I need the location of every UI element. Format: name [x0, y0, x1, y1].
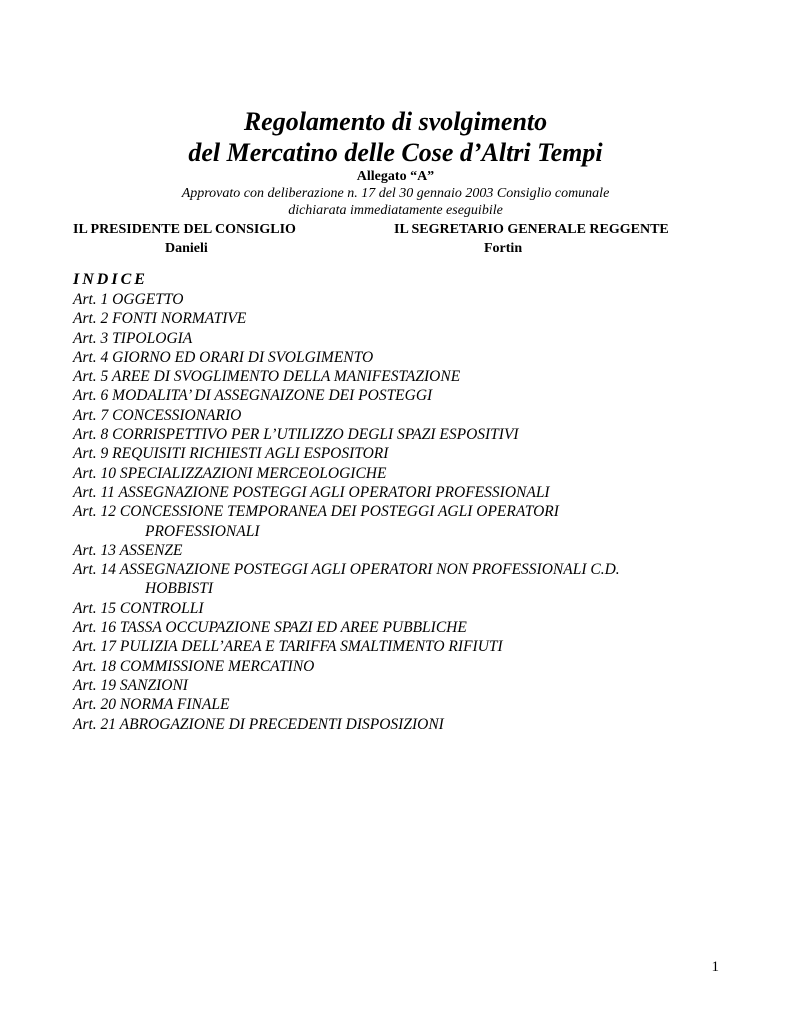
approval-note-line1: Approvato con deliberazione n. 17 del 30 gennaio 2003 Consiglio comunale: [181, 186, 610, 201]
index-item-continuation: PROFESSIONALI: [145, 522, 260, 540]
approval-note-line2: dichiarata immediatamente eseguibile: [288, 203, 503, 218]
index-item-text: Art. 15 CONTROLLI: [73, 599, 204, 617]
index-item-text: Art. 10 SPECIALIZZAZIONI MERCEOLOGICHE: [73, 464, 387, 482]
segretario-title: IL SEGRETARIO GENERALE REGGENTE: [394, 222, 669, 237]
index-item-text: Art. 4 GIORNO ED ORARI DI SVOLGIMENTO: [73, 348, 374, 366]
index-item-text: Art. 1 OGGETTO: [73, 291, 184, 308]
index-item-text: Art. 18 COMMISSIONE MERCATINO: [73, 657, 315, 675]
allegato-label: Allegato “A”: [356, 169, 435, 184]
index-item-text: Art. 3 TIPOLOGIA: [73, 329, 193, 347]
presidente-title: IL PRESIDENTE DEL CONSIGLIO: [73, 222, 296, 237]
index-item: [73, 560, 733, 599]
index-item-text: Art. 21 ABROGAZIONE DI PRECEDENTI DISPOSIZIONI: [73, 715, 444, 733]
index-item: [73, 444, 733, 463]
index-item-text: Art. 6 MODALITA’ DI ASSEGNAIZONE DEI POSTEGGI: [73, 387, 433, 405]
index-item: [73, 464, 733, 483]
index-item: [73, 309, 733, 328]
document-title-line1: Regolamento di svolgimento: [243, 107, 548, 136]
index-item-text: Art. 9 REQUISITI RICHIESTI AGLI ESPOSITORI: [73, 445, 389, 463]
index-item-continuation: HOBBISTI: [145, 580, 214, 598]
index-item: [73, 599, 733, 618]
index-item: [73, 425, 733, 444]
index-item: [73, 715, 733, 734]
index-item: [73, 386, 733, 405]
index-item-text: Art. 8 CORRISPETTIVO PER L’UTILIZZO DEGLI SPAZI ESPOSITIVI: [73, 426, 519, 444]
index-item: [73, 483, 733, 502]
index-item-text: Art. 2 FONTI NORMATIVE: [73, 310, 247, 328]
page-number: 1: [711, 959, 719, 975]
index-item: [73, 406, 733, 425]
index-item-text: Art. 19 SANZIONI: [73, 676, 188, 694]
index-item: [73, 657, 733, 676]
index-item: [73, 541, 733, 560]
index-list: [73, 290, 733, 734]
index-item: [73, 618, 733, 637]
index-item: [73, 502, 733, 541]
index-item: [73, 329, 733, 348]
presidente-name: Danieli: [165, 241, 208, 256]
index-item: [73, 367, 733, 386]
index-item: [73, 695, 733, 714]
index-item-text: Art. 7 CONCESSIONARIO: [73, 406, 242, 424]
index-item-text: Art. 17 PULIZIA DELL’AREA E TARIFFA SMALTIMENTO RIFIUTI: [73, 638, 503, 656]
index-item-text: Art. 20 NORMA FINALE: [73, 696, 230, 714]
segretario-name: Fortin: [484, 241, 523, 256]
index-item-text: Art. 12 CONCESSIONE TEMPORANEA DEI POSTEGGI AGLI OPERATORI: [73, 503, 559, 521]
document-title-line2: del Mercatino delle Cose d’Altri Tempi: [188, 138, 603, 167]
index-heading: INDICE: [73, 271, 148, 288]
index-item: [73, 637, 733, 656]
index-item: [73, 348, 733, 367]
index-item-text: Art. 11 ASSEGNAZIONE POSTEGGI AGLI OPERATORI PROFESSIONALI: [73, 483, 550, 501]
index-item-text: Art. 5 AREE DI SVOGLIMENTO DELLA MANIFESTAZIONE: [73, 368, 461, 386]
index-item: [73, 290, 733, 309]
index-item: [73, 676, 733, 695]
index-item-text: Art. 13 ASSENZE: [73, 541, 183, 559]
index-item-text: Art. 16 TASSA OCCUPAZIONE SPAZI ED AREE PUBBLICHE: [73, 619, 467, 637]
index-item-text: Art. 14 ASSEGNAZIONE POSTEGGI AGLI OPERATORI NON PROFESSIONALI C.D.: [73, 561, 620, 579]
